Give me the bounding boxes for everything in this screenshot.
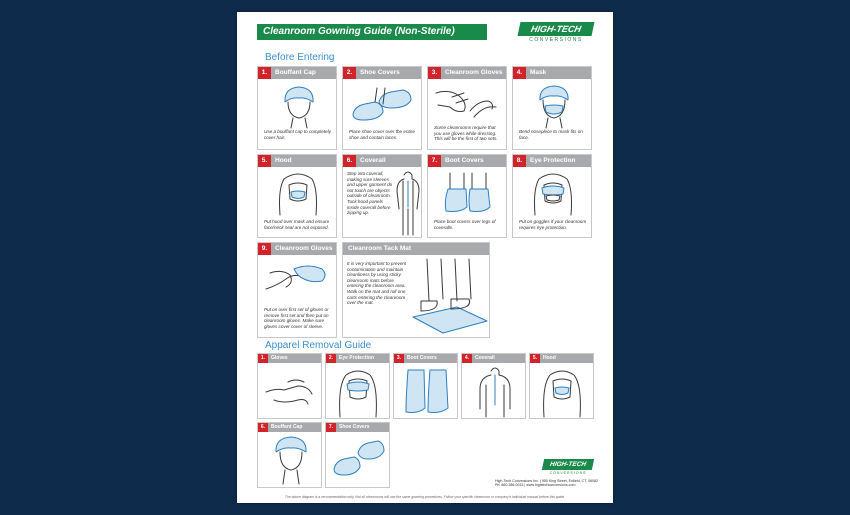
tack-mat-title: Cleanroom Tack Mat [343, 243, 489, 255]
step-number: 3. [428, 67, 441, 79]
step-number: 8. [513, 155, 526, 167]
step-card-shoe-covers [342, 66, 422, 150]
removal-card-bouffant-cap [257, 422, 322, 488]
removal-step-title: Coverall [462, 354, 525, 363]
removal-step-title: Gloves [258, 354, 321, 363]
footer-disclaimer: The above diagram is a recommendation only. Not all cleanrooms will use the same gowning procedures. Follow your specific cleanroom or company's individual manual before this guide. [284, 495, 566, 499]
removal-card-gloves [257, 353, 322, 419]
step-title: Bouffant Cap [258, 67, 336, 79]
step-caption: Put on over first set of gloves or remove first set and then put on cleanroom gloves. Make sure gloves cover cover of sleeve. [264, 307, 329, 329]
removal-card-shoe-covers [325, 422, 390, 488]
step-caption: Bend noseplece to mask fits on face. [519, 129, 583, 140]
removal-step-title: Hood [530, 354, 593, 363]
bouffant-cap-removal-illustration [270, 434, 312, 486]
gowning-guide-sheet [237, 12, 613, 503]
boot-covers-illustration [440, 171, 496, 217]
step-title: Cleanroom Gloves [258, 243, 336, 255]
gloves-illustration [434, 83, 502, 123]
hood-removal-illustration [540, 365, 584, 419]
footer-logo-name: HIGH-TECH [542, 459, 594, 470]
tack-mat-caption: It is very important to prevent contamination and maintain cleanliness by using sticky cleanroom mats before entering the cleanroom area. Walk on the mat and roll one carts entering the cleanroom over the mat. [347, 261, 407, 306]
boot-covers-removal-illustration [404, 366, 450, 418]
step-number: 4. [513, 67, 526, 79]
step-card-eye-protection [512, 154, 592, 238]
logo-subtitle: CONVERSIONS [529, 37, 583, 43]
step-number: 6. [343, 155, 356, 167]
step-number: 9. [258, 243, 271, 255]
footer-address-block [495, 479, 599, 488]
step-title: Mask [513, 67, 591, 79]
step-title: Cleanroom Gloves [428, 67, 506, 79]
mask-illustration [531, 82, 577, 130]
step-title: Coverall [343, 155, 421, 167]
step-card-boot-covers [427, 154, 507, 238]
step-caption: Put on goggles if your cleanroom requires eye protection. [519, 219, 587, 230]
removal-step-number: 6. [258, 423, 268, 432]
step-caption: Use a bouffant cap to completely cover hair. [264, 129, 331, 140]
step-caption: Step into coverall, making sure sleeves and upper garment do not touch are objects outside of cleanroom. Tuck hood panels inside coverall before zipping up. [347, 171, 393, 216]
step-caption: Put hood over mask and ensure face/neck seal are not exposed. [264, 219, 330, 230]
removal-step-number: 2. [326, 354, 336, 363]
step-card-coverall [342, 154, 422, 238]
step-caption: Some cleanrooms require that you use gloves while dressing. This will be the first of two sets. [434, 125, 498, 142]
step-title: Eye Protection [513, 155, 591, 167]
removal-step-title: Eye Protection [326, 354, 389, 363]
shoe-covers-illustration [349, 84, 417, 126]
goggles-illustration [529, 169, 577, 217]
hood-illustration [274, 169, 322, 217]
step-card-cleanroom-gloves [427, 66, 507, 150]
shoe-covers-removal-illustration [332, 437, 386, 483]
coverall-illustration [395, 169, 421, 237]
removal-step-title: Boot Covers [394, 354, 457, 363]
step-caption: Place boot covers over legs of coveralls. [434, 219, 496, 230]
coverall-removal-illustration [476, 365, 514, 419]
before-entering-heading: Before Entering [265, 52, 335, 63]
logo-name: HIGH-TECH [518, 22, 595, 36]
removal-card-boot-covers [393, 353, 458, 419]
removal-card-coverall [461, 353, 526, 419]
footer-contact: Ph: 860.386.0033 | www.hightechconversions.com [495, 483, 576, 488]
step-number: 2. [343, 67, 356, 79]
step-title: Boot Covers [428, 155, 506, 167]
removal-card-hood [529, 353, 594, 419]
bouffant-cap-illustration [276, 82, 322, 130]
removal-step-number: 3. [394, 354, 404, 363]
step-card-cleanroom-gloves-2 [257, 242, 337, 338]
footer-logo-subtitle: CONVERSIONS [549, 471, 587, 475]
gloves-illustration [264, 259, 332, 299]
step-card-hood [257, 154, 337, 238]
step-number: 1. [258, 67, 271, 79]
goggles-removal-illustration [336, 365, 380, 419]
removal-step-number: 4. [462, 354, 472, 363]
removal-step-title: Shoe Covers [326, 423, 389, 432]
step-caption: Place shoe cover over the entire shoe and contain laces. [349, 129, 415, 140]
step-number: 7. [428, 155, 441, 167]
step-title: Hood [258, 155, 336, 167]
company-logo [519, 22, 593, 44]
removal-step-number: 1. [258, 354, 268, 363]
step-number: 5. [258, 155, 271, 167]
footer-address: High-Tech Conversions Inc. | 950 King Street, Enfield, CT, 06082 [495, 479, 599, 483]
apparel-removal-heading: Apparel Removal Guide [265, 340, 372, 351]
step-card-mask [512, 66, 592, 150]
page-title: Cleanroom Gowning Guide (Non-Sterile) [257, 24, 487, 40]
removal-step-number: 7. [326, 423, 336, 432]
removal-step-number: 5. [530, 354, 540, 363]
tack-mat-illustration [407, 257, 489, 337]
footer-logo [543, 459, 593, 477]
step-title: Shoe Covers [343, 67, 421, 79]
glove-removal-illustration [264, 368, 318, 412]
removal-card-eye-protection [325, 353, 390, 419]
removal-step-title: Bouffant Cap [258, 423, 321, 432]
tack-mat-card [342, 242, 490, 338]
step-card-bouffant-cap [257, 66, 337, 150]
